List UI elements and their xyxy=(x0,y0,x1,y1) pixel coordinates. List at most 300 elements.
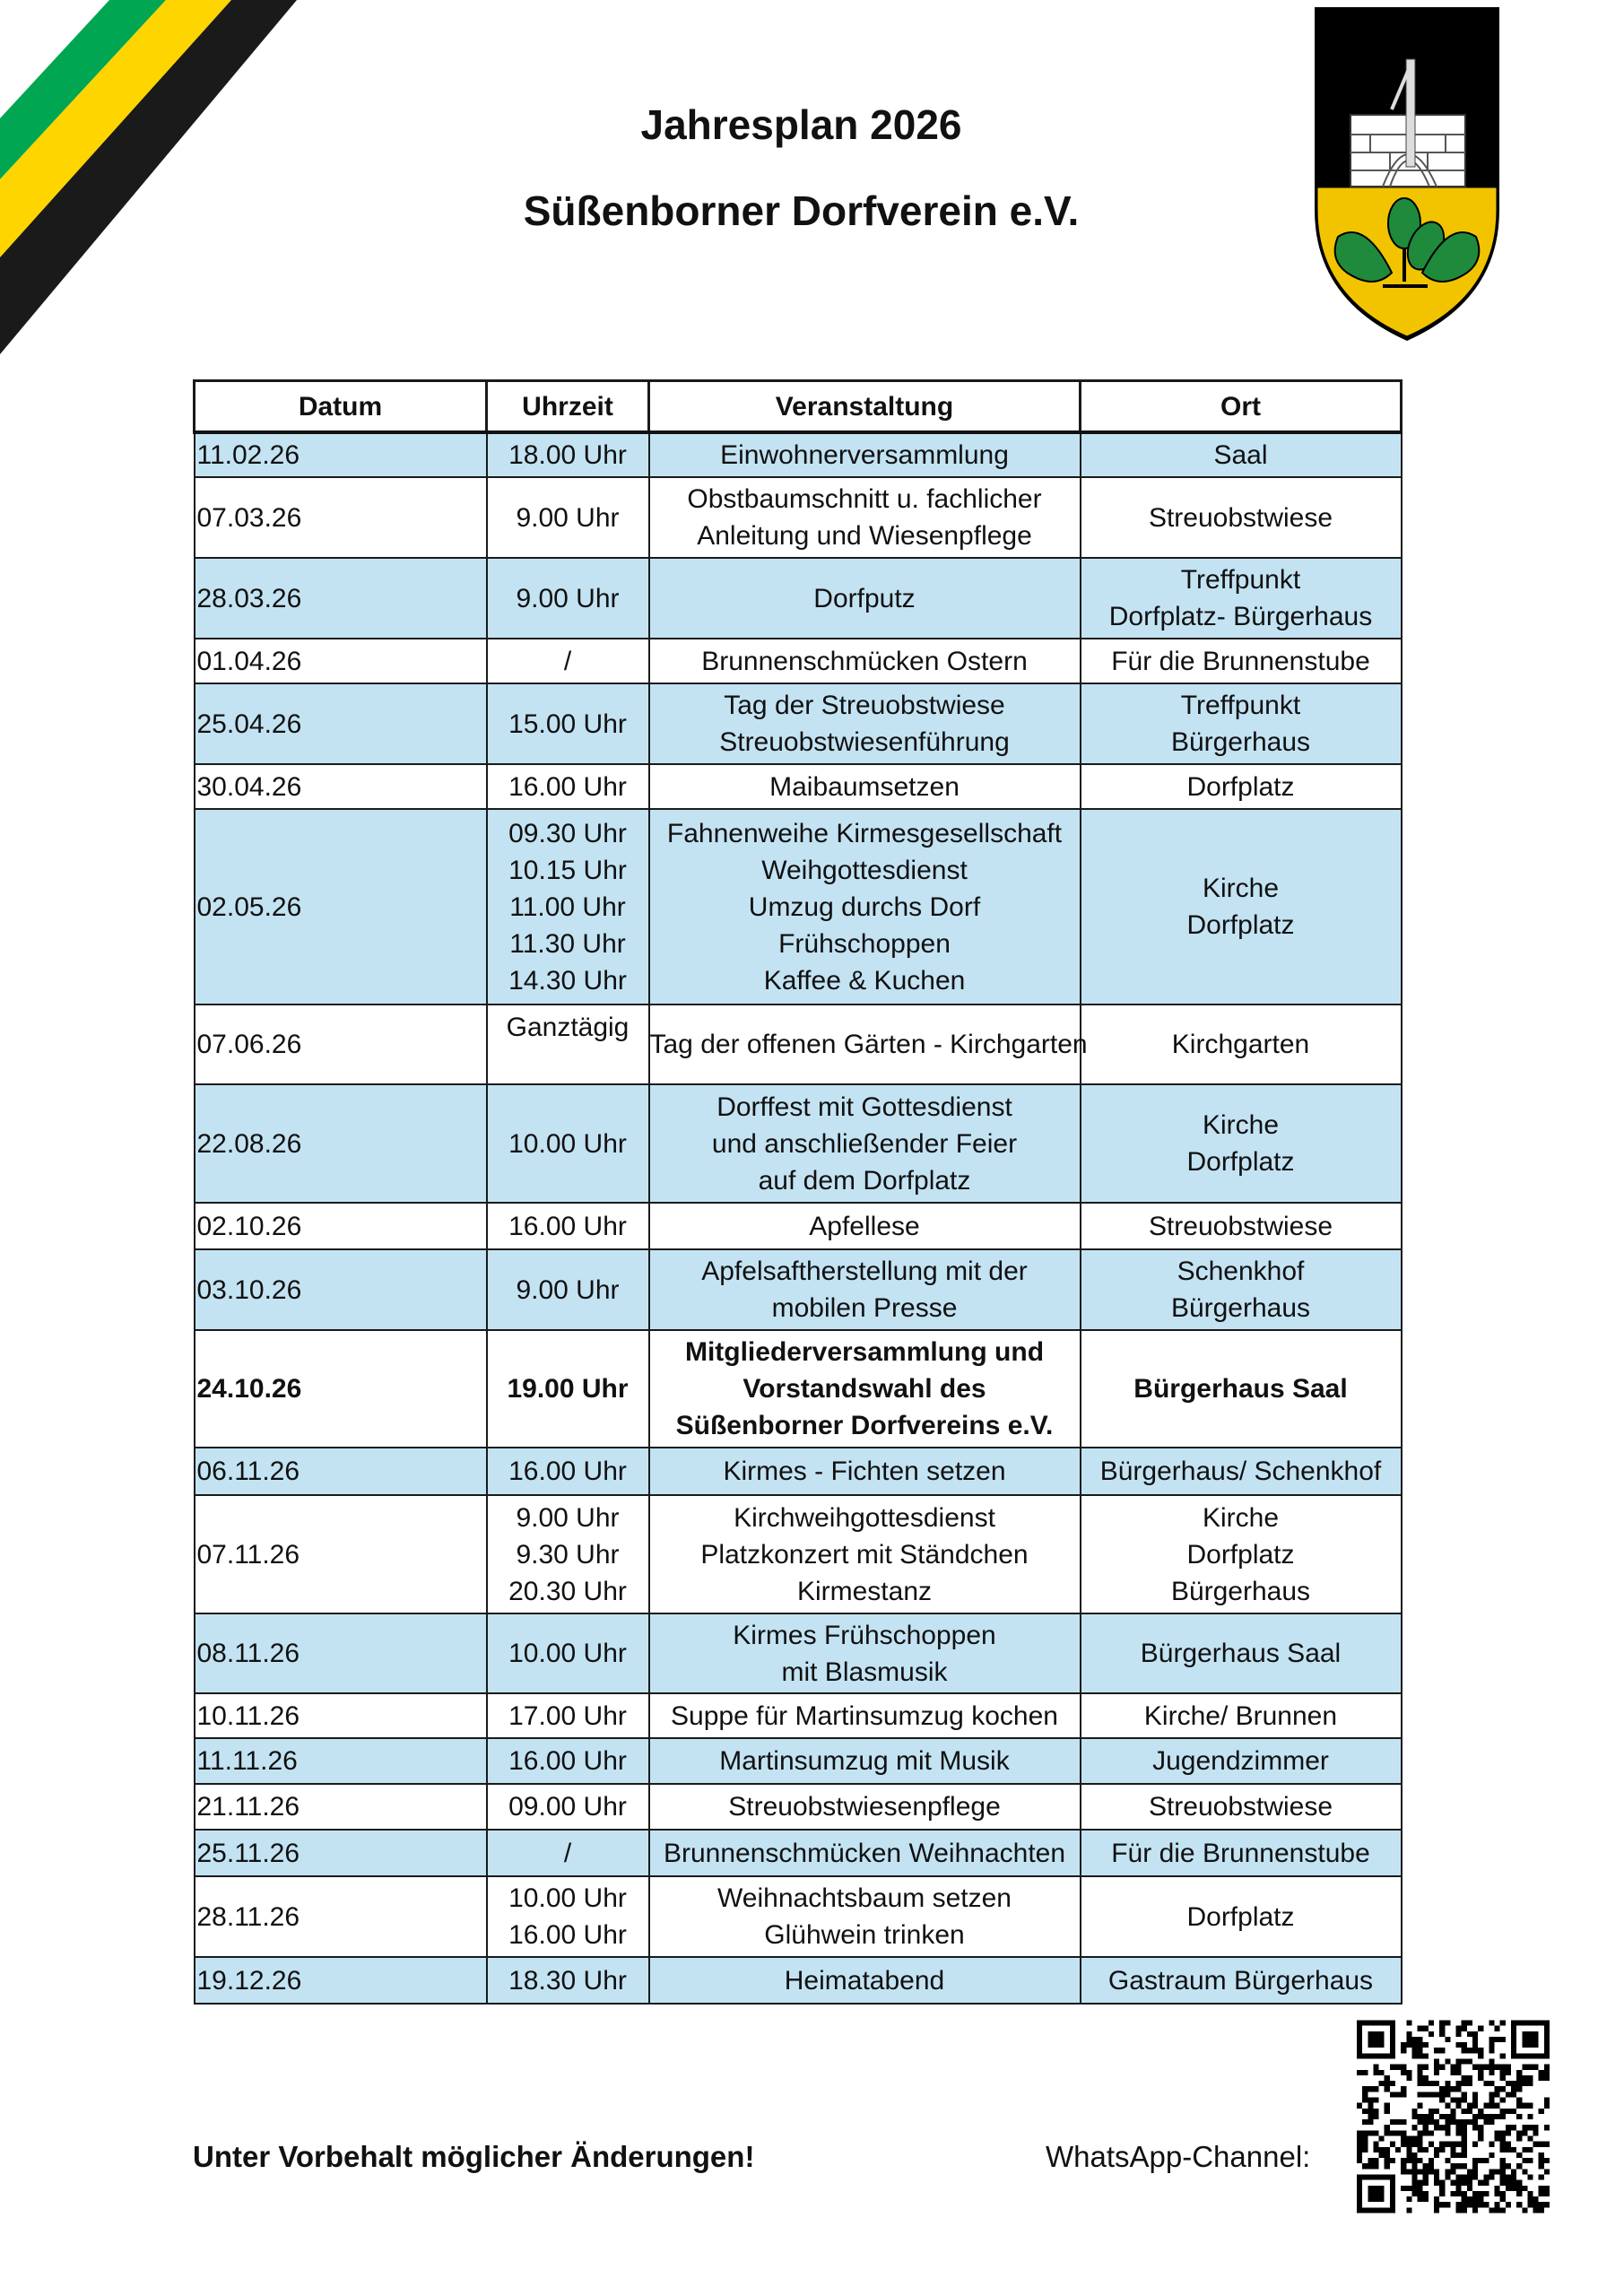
qr-module xyxy=(1472,2142,1478,2147)
qr-module xyxy=(1439,2098,1445,2103)
qr-module xyxy=(1445,2142,1450,2147)
qr-module xyxy=(1406,2142,1411,2147)
qr-module xyxy=(1500,2075,1506,2081)
qr-module xyxy=(1411,2125,1417,2130)
qr-module xyxy=(1423,2130,1429,2135)
qr-module xyxy=(1390,2130,1395,2135)
qr-module xyxy=(1467,2031,1472,2037)
cell-time xyxy=(487,1330,649,1448)
qr-module xyxy=(1478,2202,1483,2207)
qr-module xyxy=(1527,2065,1533,2070)
qr-module xyxy=(1489,2169,1494,2174)
qr-module xyxy=(1362,2130,1368,2135)
qr-module xyxy=(1506,2081,1511,2086)
qr-module xyxy=(1462,2081,1467,2086)
qr-module xyxy=(1395,2130,1401,2135)
cell-event xyxy=(649,1084,1081,1203)
cell-place-line: Jugendzimmer xyxy=(1152,1746,1329,1776)
qr-module xyxy=(1456,2086,1462,2092)
qr-module xyxy=(1395,2065,1401,2070)
qr-code-icon[interactable] xyxy=(1357,2018,1550,2215)
qr-module xyxy=(1418,2070,1423,2075)
qr-module xyxy=(1406,2070,1411,2075)
cell-event-line: Tag der offenen Gärten - Kirchgarten xyxy=(649,1030,1088,1059)
qr-module xyxy=(1527,2196,1533,2202)
qr-module xyxy=(1500,2130,1506,2135)
cell-place xyxy=(1081,1613,1402,1693)
qr-module xyxy=(1373,2142,1378,2147)
table-row xyxy=(195,1738,1402,1784)
qr-module xyxy=(1527,2147,1533,2152)
qr-module xyxy=(1373,2130,1378,2135)
qr-module xyxy=(1516,2081,1522,2086)
cell-time xyxy=(487,1495,649,1613)
cell-time-line: 20.30 Uhr xyxy=(508,1576,627,1606)
cell-event xyxy=(649,477,1081,558)
qr-module xyxy=(1434,2048,1439,2053)
qr-module xyxy=(1495,2092,1500,2097)
cell-time-line: 11.30 Uhr xyxy=(509,928,626,959)
qr-module xyxy=(1423,2175,1429,2180)
cell-place-line: Dorfplatz xyxy=(1186,910,1295,940)
cell-time xyxy=(487,1448,649,1495)
cell-date: 03.10.26 xyxy=(195,1249,487,1330)
cell-date: 01.04.26 xyxy=(195,639,487,683)
qr-module xyxy=(1456,2125,1462,2130)
qr-module xyxy=(1373,2163,1378,2169)
cell-event-line: Fahnenweihe Kirmesgesellschaft xyxy=(666,818,1063,848)
qr-module xyxy=(1423,2169,1429,2174)
qr-module xyxy=(1368,2098,1373,2103)
qr-module xyxy=(1406,2196,1411,2202)
qr-module xyxy=(1385,2075,1390,2081)
qr-module xyxy=(1423,2026,1429,2031)
cell-date: 21.11.26 xyxy=(195,1784,487,1830)
cell-time xyxy=(487,809,649,1004)
cell-place xyxy=(1081,1004,1402,1084)
table-row xyxy=(195,1784,1402,1830)
qr-module xyxy=(1429,2109,1434,2114)
qr-module xyxy=(1439,2114,1445,2119)
table-row xyxy=(195,1693,1402,1738)
qr-module xyxy=(1522,2081,1527,2086)
qr-module xyxy=(1411,2114,1417,2119)
qr-module xyxy=(1511,2180,1516,2186)
cell-event-line: Kaffee & Kuchen xyxy=(763,965,966,996)
qr-module xyxy=(1456,2163,1462,2169)
cell-place xyxy=(1081,1448,1402,1495)
qr-module xyxy=(1462,2142,1467,2147)
qr-module xyxy=(1423,2180,1429,2186)
qr-module xyxy=(1500,2196,1506,2202)
qr-module xyxy=(1462,2048,1467,2053)
qr-module xyxy=(1439,2065,1445,2070)
qr-module xyxy=(1411,2186,1417,2191)
cell-time-line: / xyxy=(563,646,572,676)
qr-module xyxy=(1500,2175,1506,2180)
cell-event xyxy=(649,1249,1081,1330)
qr-module xyxy=(1456,2042,1462,2048)
qr-module xyxy=(1429,2130,1434,2135)
qr-module xyxy=(1478,2130,1483,2135)
qr-module xyxy=(1483,2081,1489,2086)
qr-module xyxy=(1522,2075,1527,2081)
qr-module xyxy=(1423,2163,1429,2169)
qr-module xyxy=(1489,2081,1494,2086)
cell-place-line: Für die Brunnenstube xyxy=(1111,1838,1370,1868)
qr-module xyxy=(1450,2119,1455,2125)
qr-module xyxy=(1450,2163,1455,2169)
qr-module xyxy=(1439,2147,1445,2152)
qr-module xyxy=(1456,2119,1462,2125)
qr-module xyxy=(1478,2136,1483,2142)
qr-module xyxy=(1385,2103,1390,2109)
qr-module xyxy=(1516,2152,1522,2158)
qr-module xyxy=(1429,2163,1434,2169)
qr-module xyxy=(1401,2070,1406,2075)
qr-module xyxy=(1527,2136,1533,2142)
qr-module xyxy=(1489,2207,1494,2213)
qr-module xyxy=(1483,2175,1489,2180)
qr-module xyxy=(1489,2059,1494,2065)
qr-module xyxy=(1423,2075,1429,2081)
cell-place xyxy=(1081,1330,1402,1448)
qr-module xyxy=(1489,2175,1494,2180)
qr-module xyxy=(1495,2130,1500,2135)
qr-module xyxy=(1418,2147,1423,2152)
cell-place xyxy=(1081,1957,1402,2004)
qr-module xyxy=(1462,2109,1467,2114)
cell-time xyxy=(487,683,649,764)
cell-event xyxy=(649,1738,1081,1784)
qr-module xyxy=(1385,2081,1390,2086)
qr-module xyxy=(1456,2059,1462,2065)
table-row xyxy=(195,1330,1402,1448)
cell-place xyxy=(1081,639,1402,683)
qr-module xyxy=(1456,2152,1462,2158)
qr-module xyxy=(1456,2142,1462,2147)
qr-module xyxy=(1462,2042,1467,2048)
qr-module xyxy=(1423,2125,1429,2130)
cell-time xyxy=(487,1613,649,1693)
cell-event xyxy=(649,558,1081,639)
qr-module xyxy=(1439,2026,1445,2031)
cell-place-line: Treffpunkt xyxy=(1180,565,1301,595)
qr-module xyxy=(1418,2196,1423,2202)
cell-date: 07.11.26 xyxy=(195,1495,487,1613)
qr-module xyxy=(1368,2109,1373,2114)
qr-module xyxy=(1434,2125,1439,2130)
qr-module xyxy=(1467,2180,1472,2186)
qr-module xyxy=(1362,2163,1368,2169)
qr-module xyxy=(1544,2202,1550,2207)
cell-date: 28.03.26 xyxy=(195,558,487,639)
qr-module xyxy=(1423,2065,1429,2070)
cell-time-line: 19.00 Uhr xyxy=(507,1374,629,1404)
cell-place xyxy=(1081,683,1402,764)
qr-module xyxy=(1511,2081,1516,2086)
cell-event-line: auf dem Dorfplatz xyxy=(758,1165,971,1196)
cell-event-line: Glühwein trinken xyxy=(764,1920,965,1950)
qr-module xyxy=(1533,2202,1539,2207)
qr-module xyxy=(1445,2202,1450,2207)
qr-module xyxy=(1390,2065,1395,2070)
qr-module xyxy=(1516,2163,1522,2169)
cell-date: 25.04.26 xyxy=(195,683,487,764)
qr-module xyxy=(1373,2109,1378,2114)
qr-module xyxy=(1500,2114,1506,2119)
qr-module xyxy=(1406,2031,1411,2037)
qr-module xyxy=(1385,2147,1390,2152)
qr-module xyxy=(1411,2180,1417,2186)
qr-module xyxy=(1500,2065,1506,2070)
qr-module xyxy=(1411,2048,1417,2053)
cell-event-line: Kirmes - Fichten setzen xyxy=(723,1457,1006,1486)
qr-module xyxy=(1489,2042,1494,2048)
qr-module xyxy=(1462,2125,1467,2130)
qr-module xyxy=(1527,2075,1533,2081)
qr-module xyxy=(1500,2142,1506,2147)
cell-time xyxy=(487,1249,649,1330)
qr-module xyxy=(1434,2081,1439,2086)
cell-event-line: Einwohnerversammlung xyxy=(720,440,1009,470)
qr-module xyxy=(1472,2175,1478,2180)
cell-time-line: 11.00 Uhr xyxy=(509,891,626,922)
qr-module xyxy=(1472,2191,1478,2196)
cell-place-line: Dorfplatz- Bürgerhaus xyxy=(1108,602,1373,631)
qr-module xyxy=(1401,2130,1406,2135)
qr-module xyxy=(1439,2180,1445,2186)
qr-module xyxy=(1472,2065,1478,2070)
qr-module xyxy=(1472,2048,1478,2053)
qr-module xyxy=(1478,2196,1483,2202)
qr-module xyxy=(1472,2158,1478,2163)
cell-event xyxy=(649,1203,1081,1249)
qr-module xyxy=(1385,2130,1390,2135)
qr-module xyxy=(1516,2186,1522,2191)
qr-module xyxy=(1467,2021,1472,2026)
qr-module xyxy=(1418,2065,1423,2070)
qr-module xyxy=(1539,2158,1544,2163)
qr-module xyxy=(1478,2180,1483,2186)
cell-event xyxy=(649,1876,1081,1957)
diagonal-stripes-decoration xyxy=(0,0,359,359)
qr-module xyxy=(1467,2109,1472,2114)
qr-module xyxy=(1489,2098,1494,2103)
qr-module xyxy=(1472,2207,1478,2213)
qr-module xyxy=(1362,2147,1368,2152)
qr-module xyxy=(1445,2021,1450,2026)
qr-module xyxy=(1462,2163,1467,2169)
qr-module xyxy=(1516,2103,1522,2109)
qr-module xyxy=(1368,2163,1373,2169)
cell-place-line: Schenkhof xyxy=(1177,1257,1305,1286)
cell-date: 24.10.26 xyxy=(195,1330,487,1448)
qr-module xyxy=(1401,2158,1406,2163)
column-header-date: Datum xyxy=(195,381,487,433)
cell-event-line: Weihgottesdienst xyxy=(761,855,968,885)
disclaimer-note: Unter Vorbehalt möglicher Änderungen! xyxy=(193,2140,755,2173)
qr-module xyxy=(1439,2031,1445,2037)
qr-module xyxy=(1411,2042,1417,2048)
cell-time-line: / xyxy=(563,1838,572,1868)
qr-module xyxy=(1516,2070,1522,2075)
qr-module xyxy=(1472,2125,1478,2130)
cell-time xyxy=(487,558,649,639)
cell-event-line: Maibaumsetzen xyxy=(769,771,960,802)
qr-module xyxy=(1533,2125,1539,2130)
qr-module xyxy=(1495,2103,1500,2109)
cell-place-line: Kirche xyxy=(1202,1502,1280,1533)
qr-module xyxy=(1456,2186,1462,2191)
qr-module xyxy=(1516,2086,1522,2092)
qr-module xyxy=(1522,2147,1527,2152)
table-row xyxy=(195,1084,1402,1203)
qr-module xyxy=(1462,2092,1467,2097)
cell-date: 11.11.26 xyxy=(195,1738,487,1784)
qr-module xyxy=(1423,2196,1429,2202)
cell-time-line: 16.00 Uhr xyxy=(508,1457,627,1486)
qr-module xyxy=(1450,2152,1455,2158)
qr-module xyxy=(1368,2119,1373,2125)
qr-module xyxy=(1544,2065,1550,2070)
cell-place xyxy=(1081,809,1402,1004)
cell-event-line: Streuobstwiesenpflege xyxy=(728,1792,1001,1822)
qr-module xyxy=(1434,2092,1439,2097)
cell-time-line: 10.15 Uhr xyxy=(508,855,627,885)
qr-module xyxy=(1506,2147,1511,2152)
cell-event-line: mobilen Presse xyxy=(771,1293,958,1323)
qr-module xyxy=(1445,2175,1450,2180)
qr-module xyxy=(1411,2163,1417,2169)
qr-module xyxy=(1390,2119,1395,2125)
qr-module xyxy=(1434,2059,1439,2065)
qr-module xyxy=(1506,2070,1511,2075)
qr-module xyxy=(1379,2147,1385,2152)
qr-module xyxy=(1357,2158,1362,2163)
cell-time-line: 9.00 Uhr xyxy=(516,1502,620,1533)
cell-place xyxy=(1081,1203,1402,1249)
cell-event xyxy=(649,1330,1081,1448)
cell-time xyxy=(487,432,649,477)
table-row xyxy=(195,1249,1402,1330)
qr-module xyxy=(1434,2202,1439,2207)
qr-module xyxy=(1500,2207,1506,2213)
table-row xyxy=(195,683,1402,764)
qr-module xyxy=(1478,2065,1483,2070)
qr-module xyxy=(1506,2065,1511,2070)
cell-event-line: Apfellese xyxy=(809,1211,920,1241)
qr-module xyxy=(1472,2119,1478,2125)
cell-date: 22.08.26 xyxy=(195,1084,487,1203)
cell-time-line: 15.00 Uhr xyxy=(508,709,627,739)
qr-module xyxy=(1478,2070,1483,2075)
cell-time-line: Ganztägig xyxy=(506,1013,630,1042)
cell-event-line: Dorfputz xyxy=(813,583,916,613)
qr-module xyxy=(1522,2031,1538,2048)
cell-time xyxy=(487,1784,649,1830)
qr-module xyxy=(1511,2186,1516,2191)
qr-module xyxy=(1439,2191,1445,2196)
cell-place-line: Bürgerhaus/ Schenkhof xyxy=(1099,1457,1382,1486)
qr-module xyxy=(1489,2142,1494,2147)
cell-event-line: Kirmes Frühschoppen xyxy=(733,1620,996,1650)
cell-place-line: Bürgerhaus xyxy=(1170,1576,1311,1606)
cell-place-line: Dorfplatz xyxy=(1186,771,1295,802)
qr-module xyxy=(1411,2109,1417,2114)
qr-module xyxy=(1406,2147,1411,2152)
qr-module xyxy=(1456,2031,1462,2037)
qr-module xyxy=(1506,2130,1511,2135)
qr-module xyxy=(1445,2125,1450,2130)
qr-module xyxy=(1500,2163,1506,2169)
qr-module xyxy=(1450,2147,1455,2152)
cell-place-line: Bürgerhaus xyxy=(1170,1293,1311,1323)
qr-module xyxy=(1439,2086,1445,2092)
cell-place xyxy=(1081,477,1402,558)
qr-module xyxy=(1478,2048,1483,2053)
cell-place xyxy=(1081,1084,1402,1203)
qr-module xyxy=(1401,2169,1406,2174)
cell-time xyxy=(487,764,649,809)
table-row xyxy=(195,432,1402,477)
qr-module xyxy=(1544,2186,1550,2191)
cell-date: 07.06.26 xyxy=(195,1004,487,1084)
qr-module xyxy=(1489,2114,1494,2119)
cell-event xyxy=(649,1830,1081,1876)
cell-date: 02.10.26 xyxy=(195,1203,487,1249)
qr-module xyxy=(1411,2142,1417,2147)
qr-module xyxy=(1516,2075,1522,2081)
qr-module xyxy=(1450,2191,1455,2196)
cell-time-line: 9.00 Uhr xyxy=(516,1274,620,1305)
qr-module xyxy=(1362,2136,1368,2142)
cell-place-line: Kirche xyxy=(1202,1110,1280,1140)
qr-module xyxy=(1511,2109,1516,2114)
qr-module xyxy=(1423,2147,1429,2152)
qr-module xyxy=(1472,2196,1478,2202)
qr-module xyxy=(1539,2202,1544,2207)
whatsapp-channel-label: WhatsApp-Channel: xyxy=(1046,2140,1311,2173)
qr-module xyxy=(1483,2180,1489,2186)
qr-module xyxy=(1401,2136,1406,2142)
cell-time-line: 16.00 Uhr xyxy=(508,771,627,802)
qr-module xyxy=(1385,2125,1390,2130)
qr-module xyxy=(1500,2109,1506,2114)
qr-module xyxy=(1401,2163,1406,2169)
qr-module xyxy=(1462,2147,1467,2152)
qr-module xyxy=(1506,2180,1511,2186)
qr-module xyxy=(1429,2092,1434,2097)
qr-module xyxy=(1527,2081,1533,2086)
qr-module xyxy=(1472,2163,1478,2169)
qr-module xyxy=(1373,2098,1378,2103)
cell-place xyxy=(1081,1495,1402,1613)
qr-module xyxy=(1539,2142,1544,2147)
qr-module xyxy=(1462,2207,1467,2213)
cell-date: 19.12.26 xyxy=(195,1957,487,2004)
qr-module xyxy=(1462,2152,1467,2158)
qr-module xyxy=(1418,2136,1423,2142)
qr-module xyxy=(1434,2169,1439,2174)
qr-module xyxy=(1434,2196,1439,2202)
qr-module xyxy=(1489,2037,1494,2042)
qr-module xyxy=(1456,2191,1462,2196)
qr-module xyxy=(1379,2152,1385,2158)
qr-module xyxy=(1434,2175,1439,2180)
cell-time-line: 9.00 Uhr xyxy=(516,583,620,613)
qr-module xyxy=(1418,2037,1423,2042)
